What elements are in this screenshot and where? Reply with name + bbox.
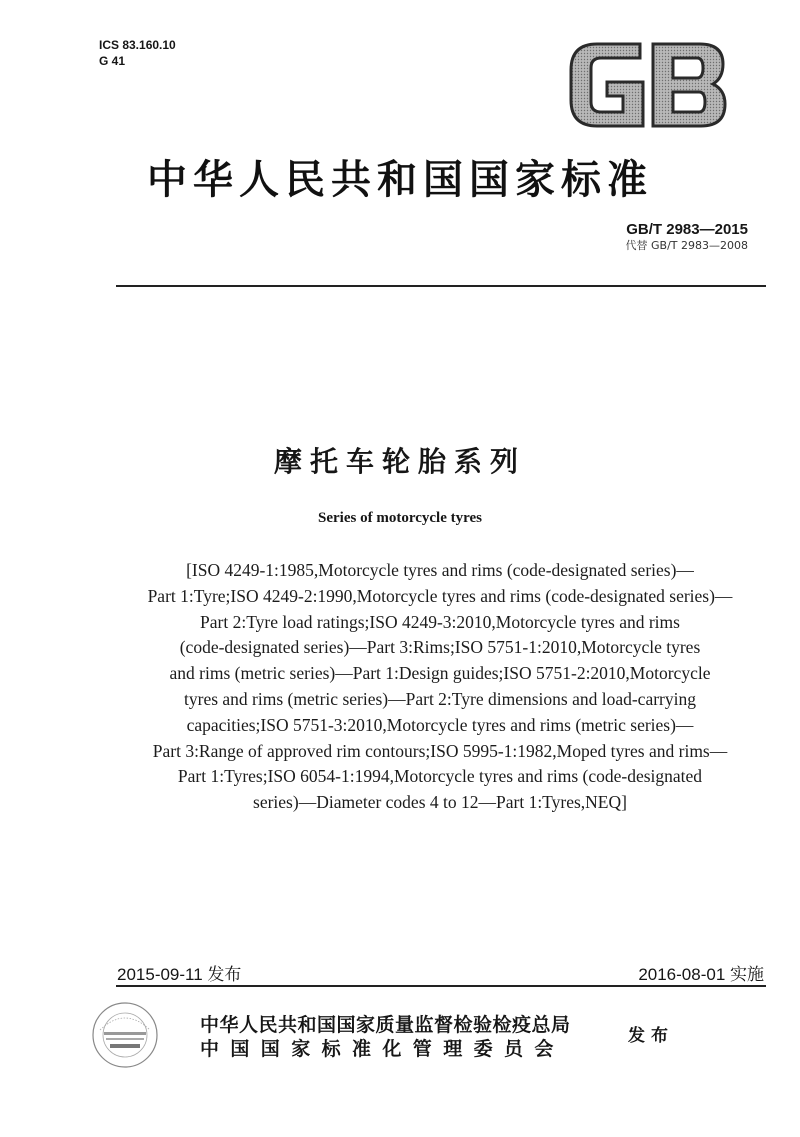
classification-codes	[99, 37, 176, 69]
iso-reference-line: Part 2:Tyre load ratings;ISO 4249-3:2010,Motorcycle tyres and rims	[200, 611, 680, 632]
iso-reference-line: capacities;ISO 5751-3:2010,Motorcycle tyres and rims (metric series)—	[186, 714, 694, 735]
iso-reference-line: series)—Diameter codes 4 to 12—Part 1:Tyres,NEQ]	[253, 792, 627, 813]
iso-reference-line: tyres and rims (metric series)—Part 2:Tyre dimensions and load-carrying	[184, 688, 696, 709]
standard-number: GB/T 2983—2015	[626, 221, 748, 238]
iso-reference-line: Part 3:Range of approved rim contours;ISO 5995-1:1982,Moped tyres and rims—	[152, 740, 728, 761]
publisher-sac: 中国国家标准化管理委员会	[200, 1038, 565, 1060]
gb-logo	[565, 40, 730, 130]
iso-reference-line: Part 1:Tyres;ISO 6054-1:1994,Motorcycle tyres and rims (code-designated	[177, 766, 703, 787]
issue-date: 2015-09-11 发布	[117, 965, 242, 984]
implementation-date: 2016-08-01 实施	[638, 965, 764, 984]
gb-logo-letter-g	[571, 44, 643, 126]
publish-label: 发布	[628, 1026, 674, 1046]
iso-reference-line: and rims (metric series)—Part 1:Design guides;ISO 5751-2:2010,Motorcycle	[169, 663, 711, 684]
bottom-divider	[116, 985, 766, 987]
iso-references	[120, 558, 760, 816]
iso-reference-line: (code-designated series)—Part 3:Rims;ISO 5751-1:2010,Motorcycle tyres	[179, 637, 701, 658]
document-title-english: Series of motorcycle tyres	[318, 510, 482, 526]
iso-reference-line: Part 1:Tyre;ISO 4249-2:1990,Motorcycle tyres and rims (code-designated series)—	[147, 585, 733, 606]
document-title-chinese: 摩托车轮胎系列	[273, 445, 526, 478]
iso-reference-line: [ISO 4249-1:1985,Motorcycle tyres and rims (code-designated series)—	[186, 560, 694, 580]
ccs-code: G 41	[99, 54, 126, 68]
publisher-aqsiq: 中华人民共和国国家质量监督检验检疫总局	[200, 1014, 571, 1036]
standard-number-block	[626, 221, 748, 253]
distribution-seal	[90, 1000, 160, 1070]
ics-code: ICS 83.160.10	[99, 38, 176, 52]
replaces-standard: 代替 GB/T 2983—2008	[625, 239, 748, 252]
national-standard-title: 中华人民共和国国家标准	[147, 157, 653, 203]
top-divider	[116, 285, 766, 287]
gb-logo-letter-b	[653, 44, 725, 126]
